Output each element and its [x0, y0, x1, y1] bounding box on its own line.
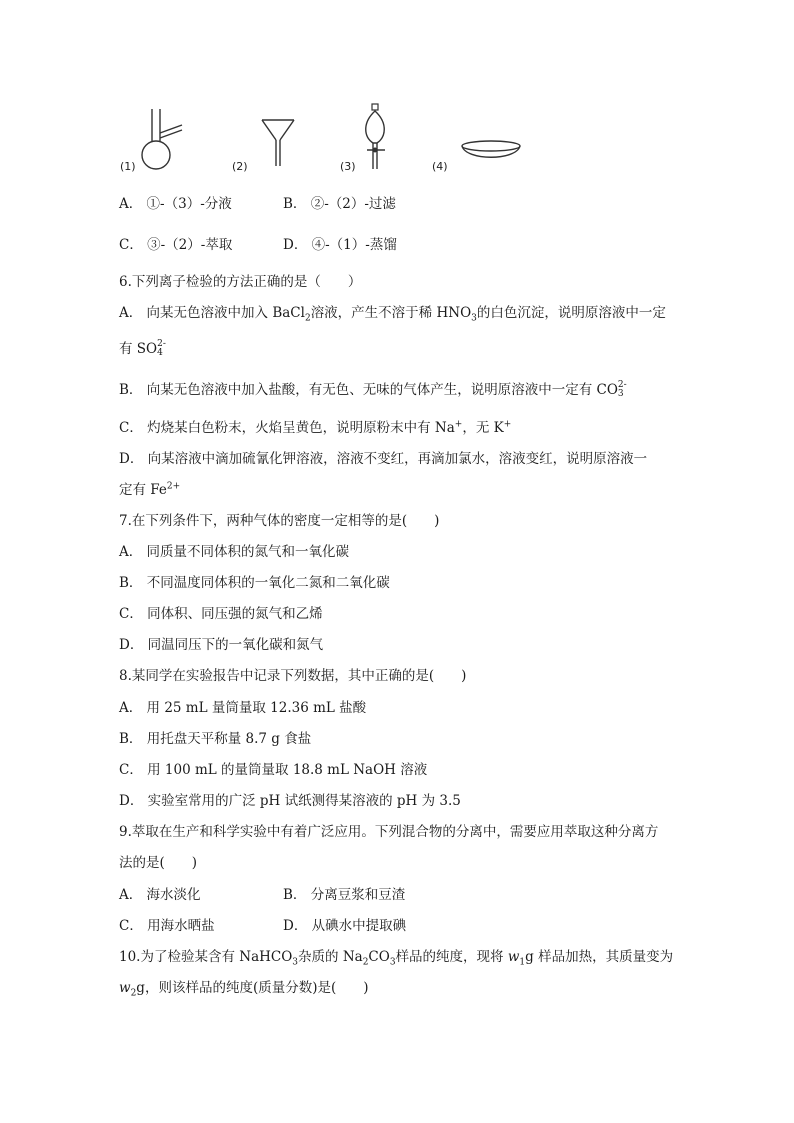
distillation-flask-icon [138, 105, 188, 173]
q10-stem: 10.为了检验某含有 NaHCO$_3$杂质的 $Na_2CO_3$样品的纯度，现将 $w_1g$ 样品加热，其质量变为 [119, 949, 674, 968]
q7-option-c: C． 同体积、同压强的氮气和乙烯 [119, 606, 323, 622]
q6-option-a: A． 向某无色溶液中加入 BaCl$_2$溶液，产生不溶于稀 $HNO_3$的白色沉淀，说明原溶液中一定 [119, 305, 666, 324]
q7-option-b: B． 不同温度同体积的一氧化二氮和二氧化碳 [119, 575, 390, 591]
q5-option-b: B． ②-（2）-过滤 [283, 196, 396, 212]
q9-option-b: B． 分离豆浆和豆渣 [283, 887, 406, 903]
q8-option-c: C． 用 100 mL 的量筒量取 18.8 mL NaOH 溶液 [119, 762, 428, 778]
q8-option-d: D． 实验室常用的广泛 pH 试纸测得某溶液的 pH 为 3.5 [119, 793, 461, 809]
q9-option-a: A． 海水淡化 [119, 887, 201, 903]
q5-option-d: D． ④-（1）-蒸馏 [283, 237, 397, 253]
q7-option-d: D． 同温同压下的一氧化碳和氮气 [119, 637, 324, 653]
q9-stem: 9.萃取在生产和科学实验中有着广泛应用。下列混合物的分离中，需要应用萃取这种分离方 [119, 824, 659, 840]
q9-option-c: C． 用海水晒盐 [119, 918, 215, 934]
q8-stem: 8.某同学在实验报告中记录下列数据，其中正确的是( ) [119, 668, 467, 684]
q6-option-d: D． 向某溶液中滴加硫氰化钾溶液，溶液不变红，再滴加氯水，溶液变红，说明原溶液一 [119, 451, 648, 467]
q7-option-a: A． 同质量不同体积的氮气和一氧化碳 [119, 544, 350, 560]
q6-option-b: B． 向某无色溶液中加入盐酸，有无色、无味的气体产生，说明原溶液中一定有 CO 2- 3 [119, 380, 627, 399]
apparatus-label-3: (3) [340, 160, 356, 173]
q10-stem-cont: $w_2g$，则该样品的纯度(质量分数)是( ) [119, 980, 369, 999]
q9-stem-cont: 法的是( ) [119, 855, 198, 871]
q6-stem: 6.下列离子检验的方法正确的是（ ） [119, 274, 362, 290]
apparatus-label-4: (4) [432, 160, 448, 173]
q7-stem: 7.在下列条件下，两种气体的密度一定相等的是( ) [119, 513, 440, 529]
apparatus-label-1: (1) [120, 160, 136, 173]
funnel-icon [258, 114, 298, 170]
separatory-funnel-icon [358, 103, 392, 173]
q6-option-c: C． 灼烧某白色粉末，火焰呈黄色，说明原粉末中有 Na+，无 K+ [119, 419, 512, 436]
evaporating-dish-icon [458, 137, 524, 167]
apparatus-label-2: (2) [232, 160, 248, 173]
q6-option-d-cont: 定有 $Fe^{2+}$ [119, 481, 181, 498]
q8-option-b: B． 用托盘天平称量 8.7 g 食盐 [119, 731, 312, 747]
q5-option-c: C． ③-（2）-萃取 [119, 237, 233, 253]
q8-option-a: A． 用 25 mL 量筒量取 12.36 mL 盐酸 [119, 700, 367, 716]
q5-option-a: A． ①-（3）-分液 [119, 196, 232, 212]
q9-option-d: D． 从碘水中提取碘 [283, 918, 407, 934]
q6-option-a-cont: 有 SO 2- 4 [119, 339, 166, 358]
